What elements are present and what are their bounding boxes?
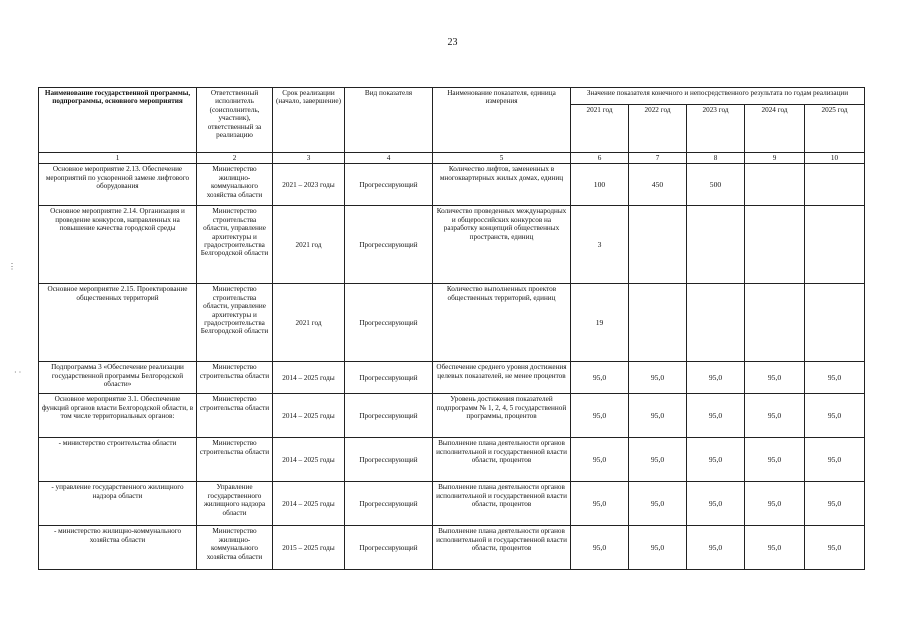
cell-indicator-type: Прогрессирующий <box>345 284 433 362</box>
cell-value: 95,0 <box>687 482 745 526</box>
cell-value <box>629 206 687 284</box>
cell-executor: Министерство строительства области, управление архитектуры и градостроительства Белгородской области <box>197 284 273 362</box>
cell-value: 95,0 <box>629 362 687 394</box>
cell-value: 95,0 <box>805 526 865 570</box>
header-year: 2025 год <box>805 105 865 153</box>
cell-period: 2021 год <box>273 206 345 284</box>
cell-value: 95,0 <box>571 482 629 526</box>
cell-value: 95,0 <box>687 394 745 438</box>
cell-value: 95,0 <box>571 394 629 438</box>
table-row <box>39 206 865 284</box>
cell-period: 2014 – 2025 годы <box>273 482 345 526</box>
cell-indicator-name: Выполнение плана деятельности органов исполнительной и государственной власти области, процентов <box>433 526 571 570</box>
table-row <box>39 164 865 206</box>
cell-value: 95,0 <box>805 362 865 394</box>
cell-value: 95,0 <box>687 526 745 570</box>
cell-value: 95,0 <box>745 394 805 438</box>
cell-executor: Министерство жилищно-коммунального хозяйства области <box>197 164 273 206</box>
cell-executor: Министерство строительства области <box>197 438 273 482</box>
table-row <box>39 526 865 570</box>
column-number: 9 <box>745 153 805 164</box>
cell-value: 95,0 <box>629 394 687 438</box>
cell-indicator-name: Количество проведенных международных и общероссийских конкурсов на разработку концепций общественных пространств, единиц <box>433 206 571 284</box>
cell-value: 450 <box>629 164 687 206</box>
cell-value: 19 <box>571 284 629 362</box>
table-row <box>39 362 865 394</box>
cell-program: Основное мероприятие 3.1. Обеспечение функций органов власти Белгородской области, в том числе территориальных органов: <box>39 394 197 438</box>
cell-indicator-type: Прогрессирующий <box>345 482 433 526</box>
cell-value <box>687 206 745 284</box>
column-number: 1 <box>39 153 197 164</box>
cell-value: 95,0 <box>805 438 865 482</box>
cell-program: Основное мероприятие 2.14. Организация и проведение конкурсов, направленных на повышение качества городской среды <box>39 206 197 284</box>
scan-mark: ⋮ <box>8 262 16 271</box>
column-number: 7 <box>629 153 687 164</box>
cell-period: 2014 – 2025 годы <box>273 438 345 482</box>
table-row <box>39 482 865 526</box>
cell-value <box>805 206 865 284</box>
cell-indicator-name: Уровень достижения показателей подпрограмм № 1, 2, 4, 5 государственной программы, процентов <box>433 394 571 438</box>
header-year: 2022 год <box>629 105 687 153</box>
cell-period: 2021 год <box>273 284 345 362</box>
table-row <box>39 284 865 362</box>
header-values-group: Значение показателя конечного и непосредственного результата по годам реализации <box>571 88 865 105</box>
cell-value <box>745 206 805 284</box>
cell-indicator-name: Обеспечение среднего уровня достижения целевых показателей, не менее процентов <box>433 362 571 394</box>
header-program: Наименование государственной программы, подпрограммы, основного мероприятия <box>39 88 197 153</box>
cell-period: 2014 – 2025 годы <box>273 362 345 394</box>
table-body <box>39 164 865 570</box>
cell-executor: Министерство строительства области <box>197 394 273 438</box>
scan-mark: · · <box>14 368 22 377</box>
cell-value: 95,0 <box>745 482 805 526</box>
cell-value: 95,0 <box>687 362 745 394</box>
cell-executor: Министерство строительства области <box>197 362 273 394</box>
cell-indicator-name: Количество выполненных проектов общественных территорий, единиц <box>433 284 571 362</box>
cell-value <box>629 284 687 362</box>
cell-indicator-name: Выполнение плана деятельности органов исполнительной и государственной власти области, процентов <box>433 482 571 526</box>
cell-value <box>745 164 805 206</box>
header-year: 2021 год <box>571 105 629 153</box>
cell-value: 100 <box>571 164 629 206</box>
indicators-table <box>38 87 865 570</box>
cell-value: 95,0 <box>745 362 805 394</box>
cell-value <box>805 284 865 362</box>
cell-value <box>687 284 745 362</box>
table-row <box>39 394 865 438</box>
cell-value: 3 <box>571 206 629 284</box>
header-period: Срок реализации (начало, завершение) <box>273 88 345 153</box>
column-number: 4 <box>345 153 433 164</box>
cell-period: 2015 – 2025 годы <box>273 526 345 570</box>
cell-executor: Министерство строительства области, управление архитектуры и градостроительства Белгородской области <box>197 206 273 284</box>
cell-executor: Управление государственного жилищного надзора области <box>197 482 273 526</box>
column-number: 3 <box>273 153 345 164</box>
cell-value: 95,0 <box>687 438 745 482</box>
cell-value: 95,0 <box>571 362 629 394</box>
page-number: 23 <box>447 37 458 48</box>
cell-indicator-name: Количество лифтов, замененных в многоквартирных жилых домах, единиц <box>433 164 571 206</box>
cell-value: 95,0 <box>745 438 805 482</box>
cell-program: - управление государственного жилищного надзора области <box>39 482 197 526</box>
column-number: 2 <box>197 153 273 164</box>
cell-indicator-type: Прогрессирующий <box>345 526 433 570</box>
cell-value: 95,0 <box>629 526 687 570</box>
cell-program: Основное мероприятие 2.15. Проектирование общественных территорий <box>39 284 197 362</box>
cell-value: 95,0 <box>629 438 687 482</box>
cell-value <box>805 164 865 206</box>
cell-value: 95,0 <box>805 482 865 526</box>
column-number: 5 <box>433 153 571 164</box>
column-numbers-row <box>39 153 865 164</box>
header-indicator-name: Наименование показателя, единица измерения <box>433 88 571 153</box>
cell-program: Основное мероприятие 2.13. Обеспечение мероприятий по ускоренной замене лифтового оборудования <box>39 164 197 206</box>
cell-indicator-type: Прогрессирующий <box>345 438 433 482</box>
header-indicator-type: Вид показателя <box>345 88 433 153</box>
cell-value: 500 <box>687 164 745 206</box>
cell-indicator-type: Прогрессирующий <box>345 164 433 206</box>
cell-indicator-type: Прогрессирующий <box>345 362 433 394</box>
cell-indicator-type: Прогрессирующий <box>345 206 433 284</box>
header-year: 2023 год <box>687 105 745 153</box>
cell-period: 2014 – 2025 годы <box>273 394 345 438</box>
cell-indicator-type: Прогрессирующий <box>345 394 433 438</box>
header-row <box>39 88 865 105</box>
cell-program: Подпрограмма 3 «Обеспечение реализации государственной программы Белгородской области» <box>39 362 197 394</box>
cell-value: 95,0 <box>571 438 629 482</box>
cell-executor: Министерство жилищно-коммунального хозяйства области <box>197 526 273 570</box>
column-number: 10 <box>805 153 865 164</box>
column-number: 6 <box>571 153 629 164</box>
cell-indicator-name: Выполнение плана деятельности органов исполнительной и государственной власти области, процентов <box>433 438 571 482</box>
cell-value: 95,0 <box>745 526 805 570</box>
header-year: 2024 год <box>745 105 805 153</box>
cell-value <box>745 284 805 362</box>
cell-value: 95,0 <box>571 526 629 570</box>
cell-value: 95,0 <box>629 482 687 526</box>
cell-value: 95,0 <box>805 394 865 438</box>
cell-period: 2021 – 2023 годы <box>273 164 345 206</box>
header-executor: Ответственный исполнитель (соисполнитель, участник), ответственный за реализацию <box>197 88 273 153</box>
table-row <box>39 438 865 482</box>
column-number: 8 <box>687 153 745 164</box>
cell-program: - министерство жилищно-коммунального хозяйства области <box>39 526 197 570</box>
cell-program: - министерство строительства области <box>39 438 197 482</box>
